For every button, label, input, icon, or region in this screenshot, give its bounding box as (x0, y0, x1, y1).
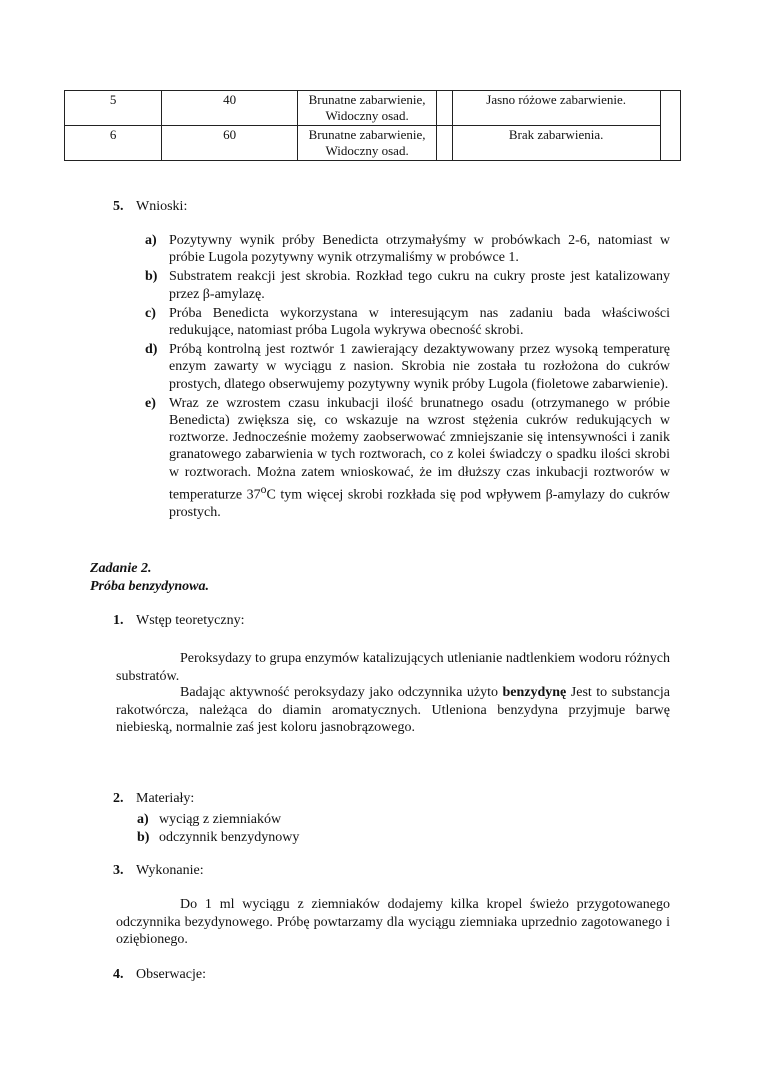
section-number: 3. (113, 863, 124, 878)
section-number: 2. (113, 791, 124, 806)
task-title: Zadanie 2. (90, 561, 152, 576)
conclusions-heading (113, 198, 187, 216)
benedict-result-line2: Widoczny osad. (325, 143, 409, 158)
section-number: 1. (113, 613, 124, 628)
item-text: Pozytywny wynik próby Benedicta otrzymałyśmy w probówkach 2-6, natomiast w próbie Lugola pozytywny wynik otrzymaliśmy w probówce 1. (169, 233, 670, 266)
benzidine-term: benzydynę (502, 685, 567, 700)
observations-heading (113, 966, 206, 984)
materials-list (137, 811, 299, 847)
table-row (65, 91, 681, 126)
procedure-paragraph: Do 1 ml wyciągu z ziemniaków dodajemy kilka kropel świeżo przygotowanego odczynnika bezydynowego. Próbę powtarzamy dla wyciągu ziemniaka uprzednio zagotowanego i oziębionego. (116, 897, 670, 947)
tube-number-cell: 5 (65, 91, 162, 126)
intro-paragraph-2 (116, 684, 670, 737)
list-item (145, 395, 670, 521)
list-item (145, 232, 670, 266)
tube-number-cell: 6 (65, 126, 162, 161)
observations-table (64, 90, 681, 161)
empty-cell (437, 126, 453, 161)
intro-paragraph-1: Peroksydazy to grupa enzymów katalizujących utlenianie nadtlenkiem wodoru różnych substratów. (116, 651, 670, 684)
conclusions-list (145, 232, 670, 523)
section-title: Wykonanie: (136, 863, 204, 878)
materials-heading (113, 790, 194, 808)
list-item (137, 829, 299, 847)
paragraph-text-continued: Jest to substancja rakotwórcza, należąca do diamin aromatycznych. Utleniona benzydyna przyjmuje barwę niebieską, normalnie zaś jest koloru jasnobrązowego. (116, 685, 670, 735)
intro-heading (113, 612, 244, 630)
item-text: Wraz ze wzrostem czasu inkubacji ilość brunatnego osadu (otrzymanego w próbie Benedicta) zwiększa się, co wskazuje na wzrost stężenia cukrów redukujących w roztworze. Jednocześnie możemy zaobserwować zmniejszanie się intensywności i zanik granatowego zabarwienia w tych roztworach, co z kolei świadczy o spadku ilości skrobi w roztworach. Można zatem wnioskować, że im dłuższy czas inkubacji roztworów w temperaturze 37 (169, 395, 670, 503)
item-text: Próba Benedicta wykorzystana w interesującym nas zadaniu bada właściwości redukujące, natomiast próba Lugola wykrywa obecność skrobi. (169, 305, 670, 339)
empty-cell (437, 91, 453, 126)
paragraph-text: Badając aktywność peroksydazy jako odczynnika użyto (180, 685, 503, 700)
item-text: wyciąg z ziemniaków (159, 812, 282, 827)
benedict-result-cell (298, 126, 437, 161)
item-text: Substratem reakcji jest skrobia. Rozkład tego cukru na cukry proste jest katalizowany przez β-amylazę. (169, 269, 670, 302)
section-number: 4. (113, 967, 124, 982)
lugol-result-cell: Brak zabarwienia. (452, 126, 660, 161)
item-letter: d) (145, 342, 158, 358)
lugol-result-cell: Jasno różowe zabarwienie. (452, 91, 660, 126)
section-title: Wnioski: (136, 199, 188, 214)
procedure-heading (113, 862, 204, 880)
task-subtitle: Próba benzydynowa. (90, 579, 209, 594)
section-title: Wstęp teoretyczny: (136, 613, 245, 628)
benedict-result-line2: Widoczny osad. (325, 108, 409, 123)
item-letter: a) (145, 233, 157, 248)
item-text: Próbą kontrolną jest roztwór 1 zawierający dezaktywowany przez wysoką temperaturę enzym zawarty w wyciągu z nasion. Skrobia nie została tu rozłożona do cukrów prostych, dlatego obserwujemy pozytywny wynik próby Lugola (fioletowe zabarwienie). (169, 342, 670, 392)
benedict-result-cell (298, 91, 437, 126)
empty-cell (660, 91, 680, 161)
item-letter: c) (145, 305, 156, 321)
time-cell: 40 (162, 91, 298, 126)
benedict-result-line1: Brunatne zabarwienie, (308, 92, 426, 107)
section-number: 5. (113, 199, 124, 214)
item-letter: e) (145, 395, 156, 411)
item-text-continued: C tym więcej skrobi rozkłada się pod wpływem β-amylazy do cukrów prostych. (169, 487, 670, 520)
time-cell: 60 (162, 126, 298, 161)
item-letter: b) (137, 830, 150, 845)
list-item (137, 811, 299, 829)
section-title: Obserwacje: (136, 967, 206, 982)
item-letter: a) (137, 812, 149, 827)
list-item (145, 268, 670, 302)
list-item (145, 305, 670, 339)
item-text: odczynnik benzydynowy (159, 830, 300, 845)
benedict-result-line1: Brunatne zabarwienie, (308, 127, 426, 142)
item-letter: b) (145, 269, 158, 285)
degree-superscript: o (260, 482, 267, 496)
table-row (65, 126, 681, 161)
list-item (145, 341, 670, 393)
section-title: Materiały: (136, 791, 195, 806)
